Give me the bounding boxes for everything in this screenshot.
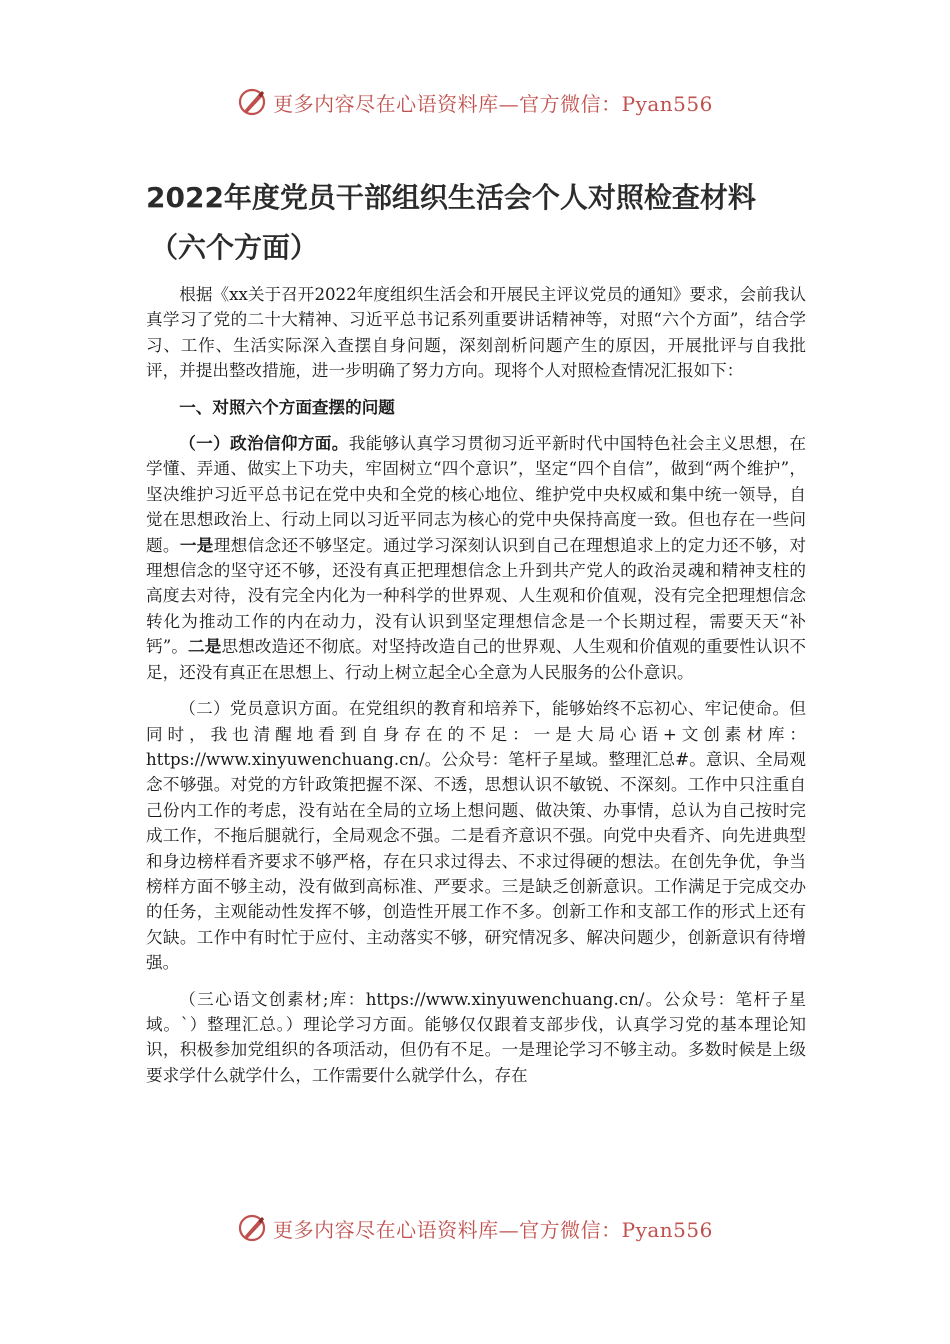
point-marker: 二是 bbox=[188, 637, 222, 657]
section-heading: 一、对照六个方面查摆的问题 bbox=[179, 397, 395, 417]
paragraph-party-awareness: （二）党员意识方面。在党组织的教育和培养下，能够始终不忘初心、牢记使命。但同时，我也清醒地看到自身存在的不足：一是大局心语+文创素材库：https://www.xinyuwenchuang.cn/。公众号：笔杆子星域。整理汇总#。意识、全局观念不够强。对党的方针政策把握不深、不透，思想认识不敏锐、不深刻。工作中只注重自己份内工作的考虑，没有站在全局的立场上想问题、做决策、办事情，总认为自己按时完成工作，不拖后腿就行，全局观念不强。二是看齐意识不强。向党中央看齐、向先进典型和身边榜样看齐要求不够严格，存在只求过得去、不求过得硬的想法。在创先争优，争当榜样方面不够主动，没有做到高标准、严要求。三是缺乏创新意识。工作满足于完成交办的任务，主观能动性发挥不够，创造性开展工作不多。创新工作和支部工作的形式上还有欠缺。工作中有时忙于应付、主动落实不够，研究情况多、解决问题少，创新意识有待增强。 bbox=[146, 699, 806, 973]
watermark-text: 更多内容尽在心语资料库—官方微信：Pyan556 bbox=[273, 91, 713, 116]
paragraph-text: 理想信念还不够坚定。通过学习深刻认识到自己在理想追求上的定力还不够，对理想信念的坚守还不够，还没有真正把理想信念上升到共产党人的政治灵魂和精神支柱的高度去对待，没有完全内化为一种科学的世界观、人生观和价值观，没有完全把理想信念转化为推动工作的内在动力，没有认识到坚定理想信念是一个长期过程，需要天天“补钙”。 bbox=[146, 535, 807, 657]
watermark-banner-bottom bbox=[0, 1208, 950, 1248]
point-marker: 一是 bbox=[179, 535, 214, 555]
pen-circle-logo-icon bbox=[237, 87, 267, 117]
intro-paragraph: 根据《xx关于召开2022年度组织生活会和开展民主评议党员的通知》要求，会前我认真学习了党的二十大精神、习近平总书记系列重要讲话精神等，对照“六个方面”，结合学习、工作、生活实际深入查摆自身问题，深刻剖析问题产生的原因，开展批评与自我批评，并提出整改措施，进一步明确了努力方向。现将个人对照检查情况汇报如下： bbox=[146, 285, 806, 381]
page-title: 2022年度党员干部组织生活会个人对照检查材料 bbox=[146, 181, 756, 214]
page-subtitle: （六个方面） bbox=[150, 231, 319, 264]
paragraph-political-belief bbox=[146, 431, 806, 685]
paragraph-text: 我能够认真学习贯彻习近平新时代中国特色社会主义思想，在学懂、弄通、做实上下功夫，牢固树立“四个意识”，坚定“四个自信”，做到“两个维护”，坚决维护习近平总书记在党中央和全党的核心地位、维护党中央权威和集中统一领导，自觉在思想政治上、行动上同以习近平同志为核心的党中央保持高度一致。但也存在一些问题。 bbox=[146, 434, 807, 555]
pen-circle-logo-icon bbox=[237, 1213, 267, 1243]
watermark-banner-top bbox=[0, 82, 950, 122]
paragraph-text: 思想改造还不彻底。对坚持改造自己的世界观、人生观和价值观的重要性认识不足，还没有真正在思想上、行动上树立起全心全意为人民服务的公仆意识。 bbox=[146, 637, 807, 682]
watermark-text: 更多内容尽在心语资料库—官方微信：Pyan556 bbox=[273, 1217, 713, 1242]
paragraph-theory-study: （三心语文创素材;库：https://www.xinyuwenchuang.cn/。公众号：笔杆子星域。`）整理汇总。）理论学习方面。能够仅仅跟着支部步伐，认真学习党的基本理论知识，积极参加党组织的各项活动，但仍有不足。一是理论学习不够主动。多数时候是上级要求学什么就学什么，工作需要什么就学什么，存在 bbox=[146, 989, 806, 1085]
paragraph-lead: （一）政治信仰方面。 bbox=[179, 434, 349, 454]
document-body bbox=[146, 282, 806, 1099]
